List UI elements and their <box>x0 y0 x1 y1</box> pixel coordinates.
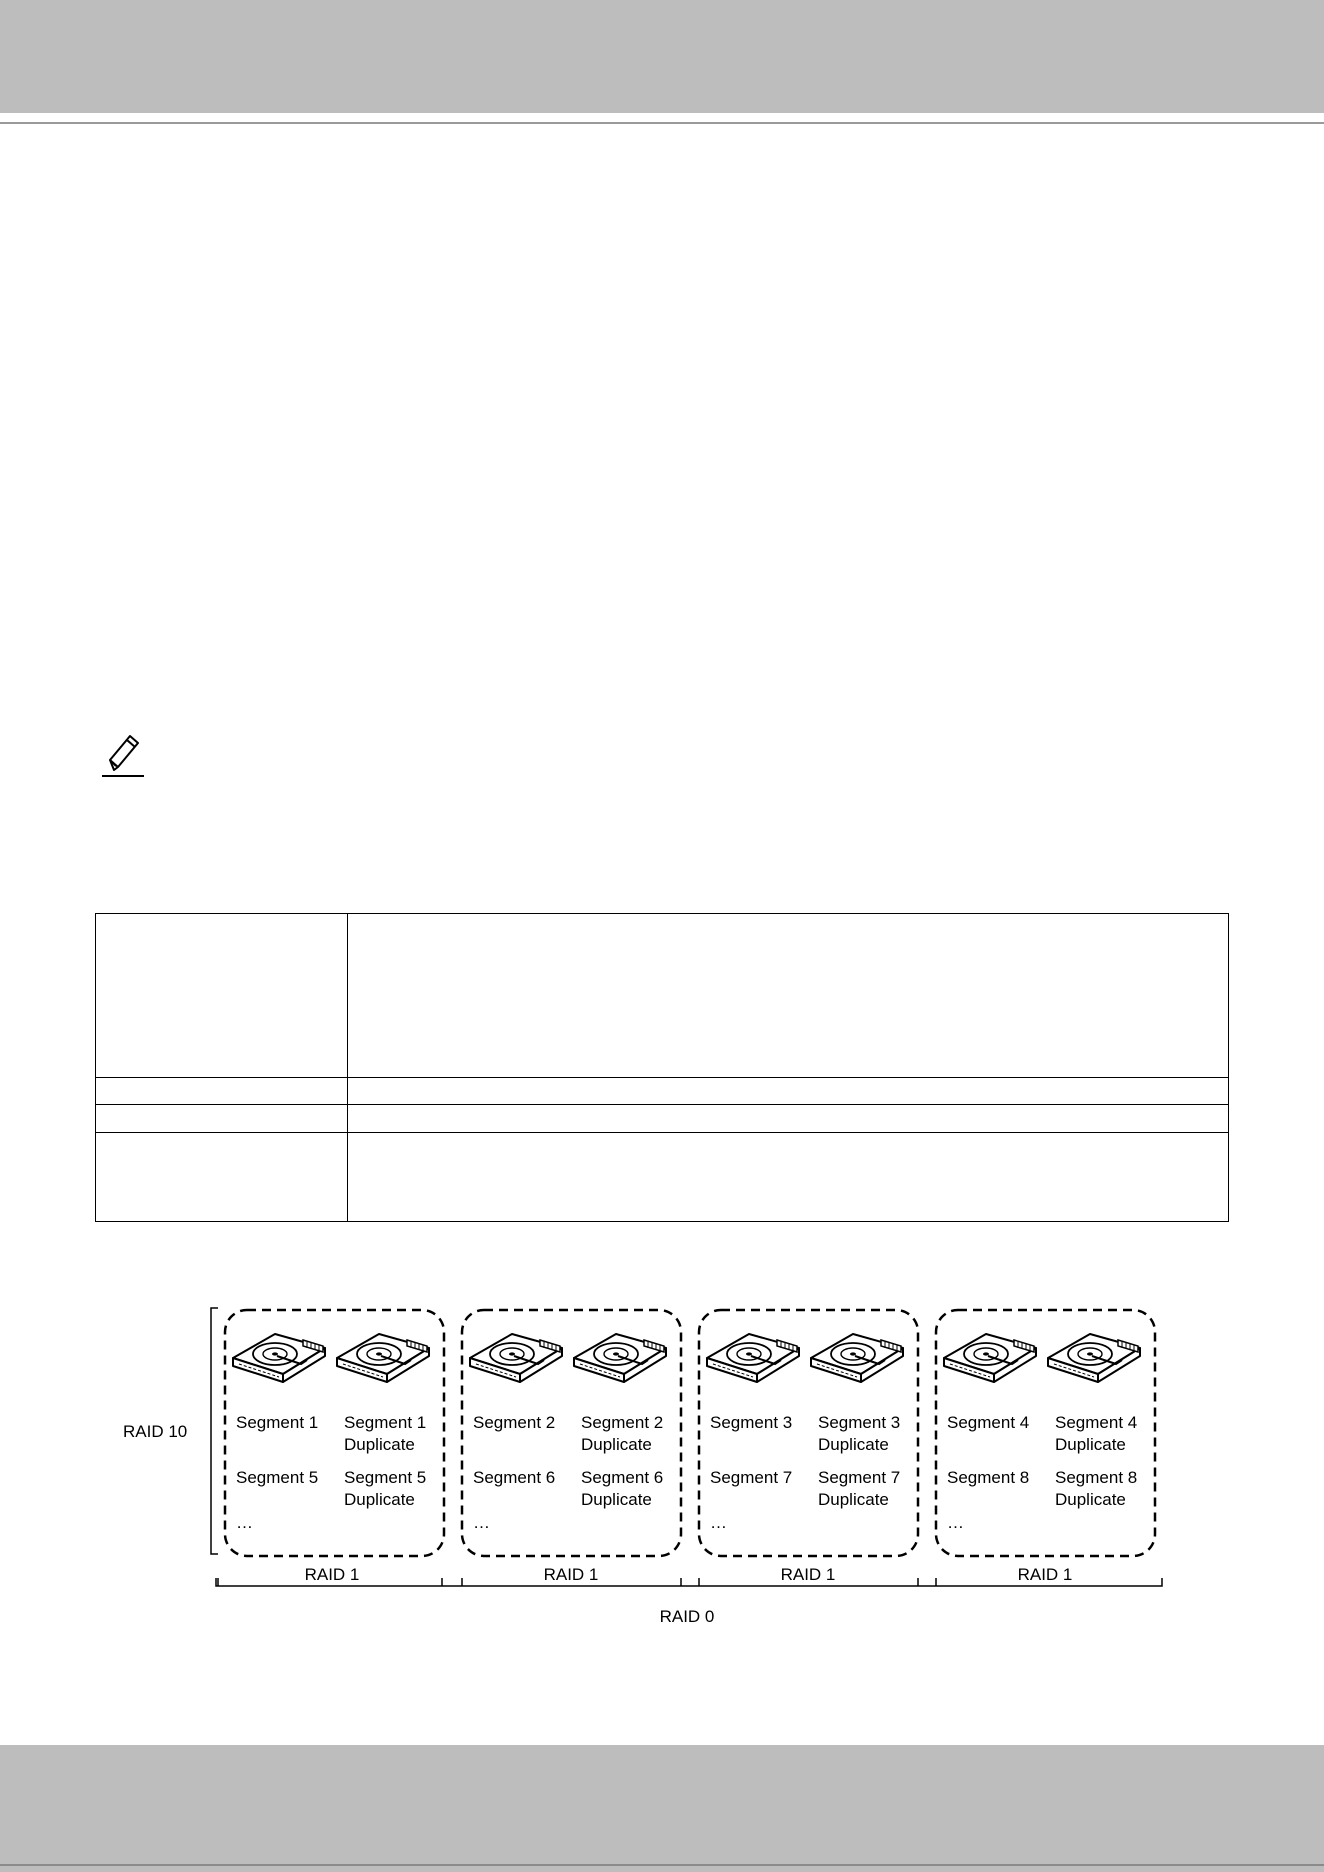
segment-label: Segment 3 <box>818 1413 901 1432</box>
table-row <box>96 1133 1229 1222</box>
table-cell <box>348 1078 1229 1105</box>
ellipsis: … <box>236 1513 253 1532</box>
table-cell <box>348 1105 1229 1133</box>
duplicate-label: Duplicate <box>1055 1490 1126 1509</box>
hard-drive-icon <box>233 1334 325 1382</box>
raid10-bracket <box>211 1308 218 1554</box>
segment-label: Segment 7 <box>710 1468 793 1487</box>
hard-drive-icon <box>337 1334 429 1382</box>
hard-drive-icon <box>811 1334 903 1382</box>
specification-table <box>95 913 1229 1222</box>
table-cell <box>348 914 1229 1078</box>
page-header-band <box>0 0 1324 113</box>
table-row <box>96 914 1229 1078</box>
raid0-label: RAID 0 <box>659 1607 715 1626</box>
segment-label: Segment 8 <box>1055 1468 1138 1487</box>
segment-label: Segment 2 <box>581 1413 664 1432</box>
duplicate-label: Duplicate <box>581 1435 652 1454</box>
segment-label: Segment 6 <box>473 1468 556 1487</box>
hard-drive-icon <box>470 1334 562 1382</box>
hard-drive-icon <box>1048 1334 1140 1382</box>
raid1-label: RAID 1 <box>304 1565 360 1584</box>
table-cell <box>96 914 348 1078</box>
raid1-group <box>699 1310 918 1586</box>
duplicate-label: Duplicate <box>581 1490 652 1509</box>
segment-label: Segment 4 <box>1055 1413 1138 1432</box>
hard-drive-icon <box>944 1334 1036 1382</box>
segment-label: Segment 5 <box>344 1468 427 1487</box>
ellipsis: … <box>710 1513 727 1532</box>
header-rule <box>0 122 1324 124</box>
duplicate-label: Duplicate <box>344 1435 415 1454</box>
duplicate-label: Duplicate <box>818 1435 889 1454</box>
raid10-diagram <box>0 1300 1324 1650</box>
raid1-group <box>218 1310 444 1586</box>
pencil-note-icon <box>100 730 146 780</box>
segment-label: Segment 4 <box>947 1413 1030 1432</box>
ellipsis: … <box>473 1513 490 1532</box>
duplicate-label: Duplicate <box>1055 1435 1126 1454</box>
table-cell <box>96 1078 348 1105</box>
raid1-group <box>462 1310 681 1586</box>
ellipsis: … <box>947 1513 964 1532</box>
duplicate-label: Duplicate <box>818 1490 889 1509</box>
segment-label: Segment 3 <box>710 1413 793 1432</box>
hard-drive-icon <box>574 1334 666 1382</box>
segment-label: Segment 1 <box>236 1413 319 1432</box>
raid1-label: RAID 1 <box>1017 1565 1073 1584</box>
raid1-group <box>936 1310 1155 1586</box>
table-cell <box>96 1133 348 1222</box>
raid1-label: RAID 1 <box>780 1565 836 1584</box>
duplicate-label: Duplicate <box>344 1490 415 1509</box>
segment-label: Segment 2 <box>473 1413 556 1432</box>
footer-rule <box>0 1864 1324 1866</box>
segment-label: Segment 1 <box>344 1413 427 1432</box>
table-cell <box>348 1133 1229 1222</box>
raid10-label: RAID 10 <box>123 1422 188 1441</box>
table-row <box>96 1078 1229 1105</box>
segment-label: Segment 7 <box>818 1468 901 1487</box>
hard-drive-icon <box>707 1334 799 1382</box>
page-footer-band <box>0 1745 1324 1872</box>
table-row <box>96 1105 1229 1133</box>
segment-label: Segment 8 <box>947 1468 1030 1487</box>
raid1-label: RAID 1 <box>543 1565 599 1584</box>
table-cell <box>96 1105 348 1133</box>
segment-label: Segment 6 <box>581 1468 664 1487</box>
segment-label: Segment 5 <box>236 1468 319 1487</box>
